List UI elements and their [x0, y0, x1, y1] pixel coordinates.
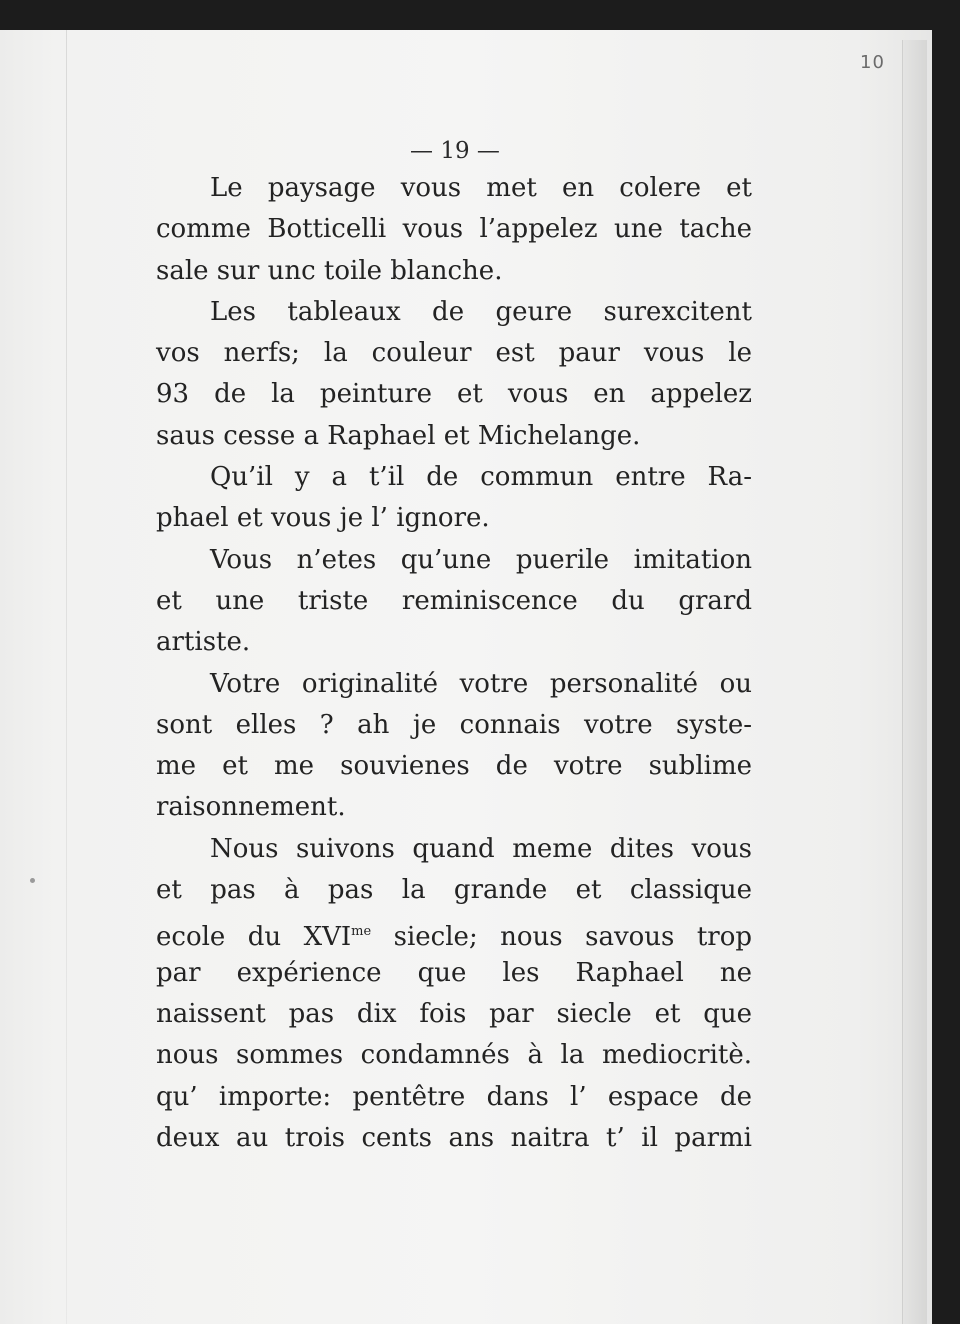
text-fragment: siecle; nous savous trop [371, 922, 752, 953]
text-line: Le paysage vous met en colere et [210, 173, 752, 203]
text-line: 93 de la peinture et vous en appelez [156, 379, 752, 410]
text-line: phael et vous je l’ ignore. [156, 503, 490, 534]
text-line: nous sommes condamnés à la mediocritè. [156, 1040, 752, 1071]
text-line: deux au trois cents ans naitra t’ il parmi [156, 1122, 752, 1153]
text-line [156, 911, 752, 952]
text-line: qu’ importe: pentêtre dans l’ espace de [156, 1081, 752, 1112]
text-line: comme Botticelli vous l’appelez une tache [156, 214, 752, 245]
text-line: et pas à pas la grande et classique [156, 875, 752, 906]
paper-speck [30, 878, 35, 883]
page-edge [902, 40, 927, 1324]
page-number: — 19 — [410, 138, 500, 164]
text-line: Qu’il y a t’il de commun entre Ra- [210, 462, 752, 493]
text-line: Les tableaux de geure surexcitent [210, 296, 752, 327]
text-line: et une triste reminiscence du grard [156, 585, 752, 616]
text-line: sale sur unc toile blanche. [156, 255, 503, 286]
text-line: sont elles ? ah je connais votre syste- [156, 709, 752, 740]
text-line: Nous suivons quand meme dites vous [210, 833, 752, 864]
text-line: raisonnement. [156, 792, 346, 823]
handwritten-folio-number: 10 [860, 52, 885, 73]
text-line: Vous n’etes qu’une puerile imitation [210, 544, 752, 575]
gutter-fold [66, 30, 67, 1324]
text-line: artiste. [156, 627, 251, 658]
text-line: me et me souvienes de votre sublime [156, 751, 752, 782]
superscript: me [351, 924, 372, 940]
text-line: saus cesse a Raphael et Michelange. [156, 420, 641, 451]
text-line: naissent pas dix fois par siecle et que [156, 998, 752, 1029]
body-text [156, 168, 752, 1159]
text-line: vos nerfs; la couleur est paur vous le [156, 338, 752, 369]
text-fragment: ecole du XVI [156, 922, 352, 953]
text-line: Votre originalité votre personalité ou [210, 668, 752, 699]
text-line: par expérience que les Raphael ne [156, 957, 752, 988]
